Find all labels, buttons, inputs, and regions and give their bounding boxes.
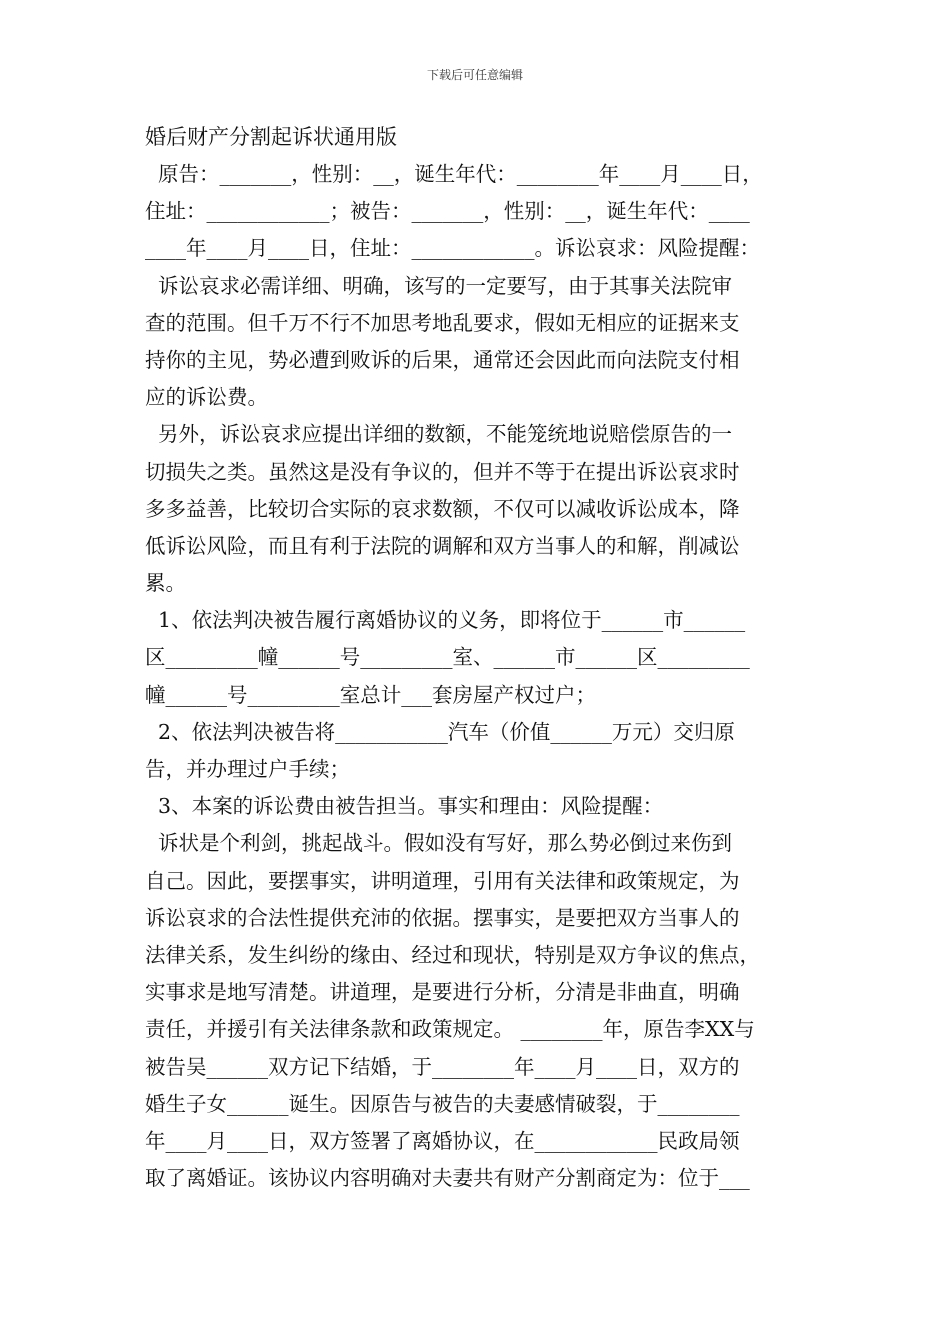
body-line: 婚生子女______诞生。因原告与被告的夫妻感情破裂，于________ bbox=[145, 1091, 740, 1116]
body-line: 诉状是个利剑，挑起战斗。假如没有写好，那么势必倒过来伤到 bbox=[145, 831, 733, 856]
body-line: 法律关系，发生纠纷的缘由、经过和现状，特别是双方争议的焦点， bbox=[145, 942, 760, 967]
body-line: 3、本案的诉讼费由被告担当。事实和理由：风险提醒： bbox=[145, 794, 664, 819]
body-line: 年____月____日，双方签署了离婚协议，在____________民政局领 bbox=[145, 1128, 740, 1153]
body-line: 被告吴______双方记下结婚，于________年____月____日，双方的 bbox=[145, 1054, 740, 1079]
body-line: 告，并办理过户手续； bbox=[145, 757, 350, 781]
body-line: 幢______号_________室总计___套房屋产权过户； bbox=[145, 682, 596, 707]
body-line: 取了离婚证。该协议内容明确对夫妻共有财产分割商定为：位于___ bbox=[145, 1166, 750, 1191]
body-line: 住址：____________；被告：_______，性别：__，诞生年代：____ bbox=[145, 199, 750, 224]
body-line: 查的范围。但千万不行不加思考地乱要求，假如无相应的证据来支 bbox=[145, 310, 740, 335]
body-line: 1、依法判决被告履行离婚协议的义务，即将位于______市______ bbox=[145, 608, 746, 633]
body-line: 2、依法判决被告将___________汽车（价值______万元）交归原 bbox=[145, 719, 735, 744]
body-line: 低诉讼风险，而且有利于法院的调解和双方当事人的和解，削减讼 bbox=[145, 533, 740, 558]
body-line: 诉讼哀求必需详细、明确，该写的一定要写，由于其事关法院审 bbox=[145, 273, 733, 298]
body-line: 自己。因此，要摆事实，讲明道理，引用有关法律和政策规定，为 bbox=[145, 868, 740, 893]
body-line: 持你的主见，势必遭到败诉的后果，通常还会因此而向法院支付相 bbox=[145, 347, 740, 372]
body-line: 累。 bbox=[145, 571, 186, 596]
body-line: ____年____月____日，住址：____________。诉讼哀求：风险提醒： bbox=[145, 236, 760, 261]
body-line: 应的诉讼费。 bbox=[145, 385, 268, 410]
body-line: 诉讼哀求的合法性提供充沛的依据。摆事实，是要把双方当事人的 bbox=[145, 905, 740, 930]
body-line: 另外，诉讼哀求应提出详细的数额，不能笼统地说赔偿原告的一 bbox=[145, 422, 733, 447]
body-line: 责任，并援引有关法律条款和政策规定。 ________年，原告李XX与 bbox=[145, 1017, 755, 1042]
page-header-note: 下载后可任意编辑 bbox=[426, 68, 523, 82]
body-line: 区_________幢______号_________室、______市______区_________ bbox=[145, 645, 750, 670]
body-line: 实事求是地写清楚。讲道理，是要进行分析，分清是非曲直，明确 bbox=[145, 980, 740, 1005]
document-title: 婚后财产分割起诉状通用版 bbox=[145, 125, 397, 149]
body-line: 切损失之类。虽然这是没有争议的，但并不等于在提出诉讼哀求时 bbox=[145, 459, 740, 484]
document-body bbox=[145, 156, 807, 1197]
body-line: 多多益善，比较切合实际的哀求数额，不仅可以减收诉讼成本，降 bbox=[145, 496, 740, 521]
body-line: 原告：_______，性别：__，诞生年代：________年____月____日， bbox=[145, 162, 763, 186]
